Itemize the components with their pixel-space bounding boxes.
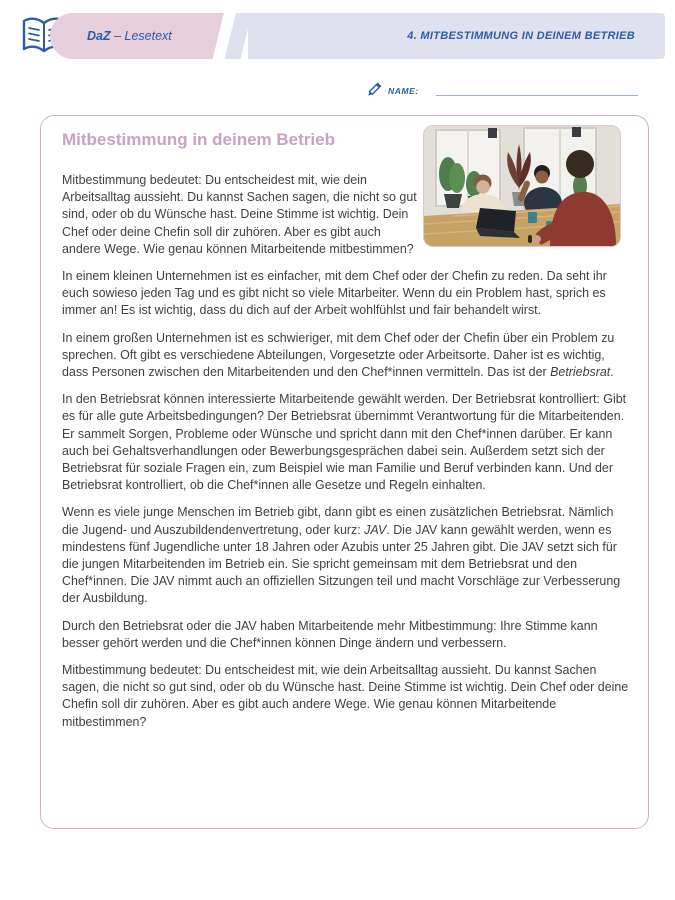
paragraph-text: In einem großen Unternehmen ist es schwieriger, mit dem Chef oder der Chefin über ein Problem zu sprechen. Oft gibt es verschiedene Abteilungen, Vorgesetzte oder Arbeitsorte. Daher ist es wichtig, dass Personen zwischen den Mitarbeitenden und den Chef*innen vermitteln. Das ist der (62, 330, 615, 380)
chapter-title: 4. MITBESTIMMUNG IN DEINEM BETRIEB (407, 30, 635, 42)
name-label: NAME: (388, 86, 419, 96)
paragraph-benefit (62, 618, 632, 652)
paragraph-text: In einem kleinen Unternehmen ist es einfacher, mit dem Chef oder der Chefin zu reden. Da seht ihr euch sowieso jeden Tag und es gibt nicht so viele Mitarbeiter. Wenn du ein Problem hast, sprich es immer an! Es ist wichtig, dass du dich auf der Arbeit wohlfühlst und fair behandelt wirst. (62, 269, 607, 318)
series-label: DaZ (87, 29, 111, 43)
paragraph-jav (62, 504, 632, 607)
paragraph-text: . (610, 365, 614, 380)
name-input-line[interactable] (436, 95, 638, 98)
paragraph-text: Mitbestimmung bedeutet: Du entscheidest mit, wie dein Arbeitsalltag aussieht. Du kannst Sachen sagen, die nicht so gut sind, oder ob du Wünsche hast. Deine Stimme ist wichtig. Dein Chef oder deine Chefin soll dir zuhören. Aber es gibt auch andere Wege. Wie genau können Mitarbeitende mitbestimmen? (62, 663, 629, 729)
banner-chapter (248, 13, 665, 59)
betriebsrat-term: Betriebsrat (550, 365, 611, 380)
paragraph-outro (62, 662, 632, 731)
page-title: Mitbestimmung in deinem Betrieb (62, 130, 335, 149)
banner-daz (50, 13, 210, 59)
worksheet-type-label: – Lesetext (110, 29, 172, 43)
paragraph-text: Durch den Betriebsrat oder die JAV haben Mitarbeitende mehr Mitbestimmung: Ihre Stimme kann besser gehört werden und die Chef*innen können Dinge ändern und verbessern. (62, 618, 598, 650)
paragraph-betriebsrat-tasks (62, 391, 632, 494)
paragraph-text: In den Betriebsrat können interessierte Mitarbeitende gewählt werden. Der Betriebsrat kontrolliert: Gibt es für alle gute Arbeitsbedingungen? Der Betriebsrat übernimmt Verantwortung für die Mitarbeitenden. Er sammelt Sorgen, Probleme oder Wünsche und spricht dann mit den Chef*innen darüber. Er kann auch bei Gehaltsverhandlungen oder Bewerbungsgesprächen dabei sein. Außerdem setzt sich der Betriebsrat für soziale Fragen ein, zum Beispiel wie man Familie und Beruf verbinden kann. Und der Betriebsrat kontrolliert, ob die Chef*innen alle Gesetze und Regeln einhalten. (62, 392, 627, 493)
paragraph-text: Mitbestimmung bedeutet: Du entscheidest mit, wie dein Arbeitsalltag aussieht. Du kannst Sachen sagen, die nicht so gut sind, oder ob du Wünsche hast. Deine Stimme ist wichtig. Dein Chef oder deine Chefin soll dir zuhören. Aber es gibt auch andere Wege. Wie genau können Mitarbeitende mitbestimmen? (62, 173, 417, 256)
paragraph-text: Wenn es viele junge Menschen im Betrieb gibt, dann gibt es einen zusätzlichen Betriebsrat. Nämlich die Jugend- und Auszubildendenvertretung, oder kurz: (62, 505, 614, 537)
paragraph-intro (62, 172, 418, 258)
paragraph-small-company (62, 268, 632, 320)
meeting-photo (423, 125, 621, 247)
pencil-icon (366, 81, 383, 103)
jav-term: JAV (364, 522, 387, 537)
paragraph-large-company (62, 330, 632, 382)
lesetext-box (40, 115, 649, 829)
paragraph-text: . Die JAV kann gewählt werden, wenn es mindestens fünf Jugendliche unter 18 Jahren oder Azubis unter 25 Jahren gibt. Die JAV setzt sich für die jungen Mitarbeitenden im Betrieb ein. Sie spricht gemeinsam mit dem Betriebsrat und den Chef*innen. Die JAV nimmt auch an offiziellen Sitzungen teil und macht Vorschläge zur Verbesserung der Ausbildung. (62, 522, 621, 606)
